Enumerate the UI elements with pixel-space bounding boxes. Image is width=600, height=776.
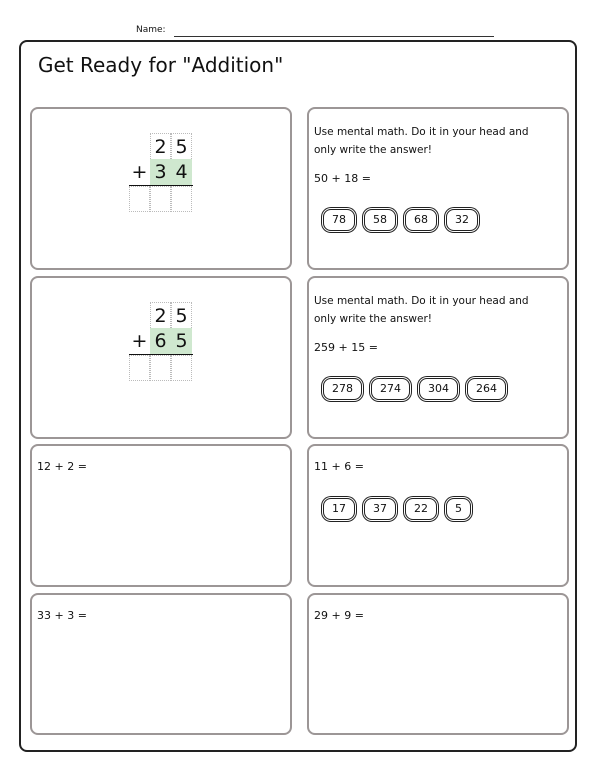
card-problem-1[interactable] <box>30 444 292 587</box>
digit-cell: 5 <box>171 133 192 159</box>
problem-text: 29 + 9 = <box>314 609 364 622</box>
worksheet-title: Get Ready for "Addition" <box>38 53 284 77</box>
card-choice-1 <box>307 444 569 587</box>
problem-text: 50 + 18 = <box>314 172 371 185</box>
card-problem-3[interactable] <box>307 593 569 735</box>
card-problem-2[interactable] <box>30 593 292 735</box>
choice-button[interactable]: 264 <box>467 378 506 400</box>
choice-button[interactable]: 274 <box>371 378 410 400</box>
vertical-addition <box>129 133 193 212</box>
choice-button[interactable]: 68 <box>405 209 437 231</box>
name-label: Name: <box>136 25 166 35</box>
problem-text: 259 + 15 = <box>314 341 378 354</box>
answer-cell[interactable] <box>171 186 192 212</box>
choice-button[interactable]: 58 <box>364 209 396 231</box>
plus-sign: + <box>131 161 148 183</box>
digit-cell: 2 <box>150 133 171 159</box>
card-mental-2 <box>307 276 569 439</box>
instruction-text: Use mental math. Do it in your head and only write the answer! <box>314 295 529 325</box>
card-vertical-1 <box>30 107 292 270</box>
choice-button[interactable]: 278 <box>323 378 362 400</box>
answer-cell[interactable] <box>129 355 150 381</box>
digit-cell <box>129 133 150 159</box>
plus-sign: + <box>131 330 148 352</box>
digit-cell: 2 <box>150 302 171 328</box>
digit-cell <box>129 302 150 328</box>
vertical-addition <box>129 302 193 381</box>
card-mental-1 <box>307 107 569 270</box>
answer-cell[interactable] <box>150 186 171 212</box>
answer-cell[interactable] <box>129 186 150 212</box>
problem-text: 11 + 6 = <box>314 460 364 473</box>
answer-choices <box>321 376 508 402</box>
digit-cell: 5 <box>171 302 192 328</box>
choice-button[interactable]: 5 <box>446 498 471 520</box>
digit-cell: 4 <box>171 159 192 185</box>
problem-text: 33 + 3 = <box>37 609 87 622</box>
instruction-text: Use mental math. Do it in your head and only write the answer! <box>314 126 529 156</box>
digit-cell: 3 <box>150 159 171 185</box>
choice-button[interactable]: 22 <box>405 498 437 520</box>
answer-choices <box>321 207 480 233</box>
name-line[interactable] <box>174 36 494 37</box>
choice-button[interactable]: 304 <box>419 378 458 400</box>
digit-cell: 6 <box>150 328 171 354</box>
choice-button[interactable]: 32 <box>446 209 478 231</box>
choice-button[interactable]: 17 <box>323 498 355 520</box>
problem-text: 12 + 2 = <box>37 460 87 473</box>
choice-button[interactable]: 37 <box>364 498 396 520</box>
choice-button[interactable]: 78 <box>323 209 355 231</box>
answer-cell[interactable] <box>150 355 171 381</box>
digit-cell: 5 <box>171 328 192 354</box>
answer-choices <box>321 496 473 522</box>
card-vertical-2 <box>30 276 292 439</box>
answer-cell[interactable] <box>171 355 192 381</box>
